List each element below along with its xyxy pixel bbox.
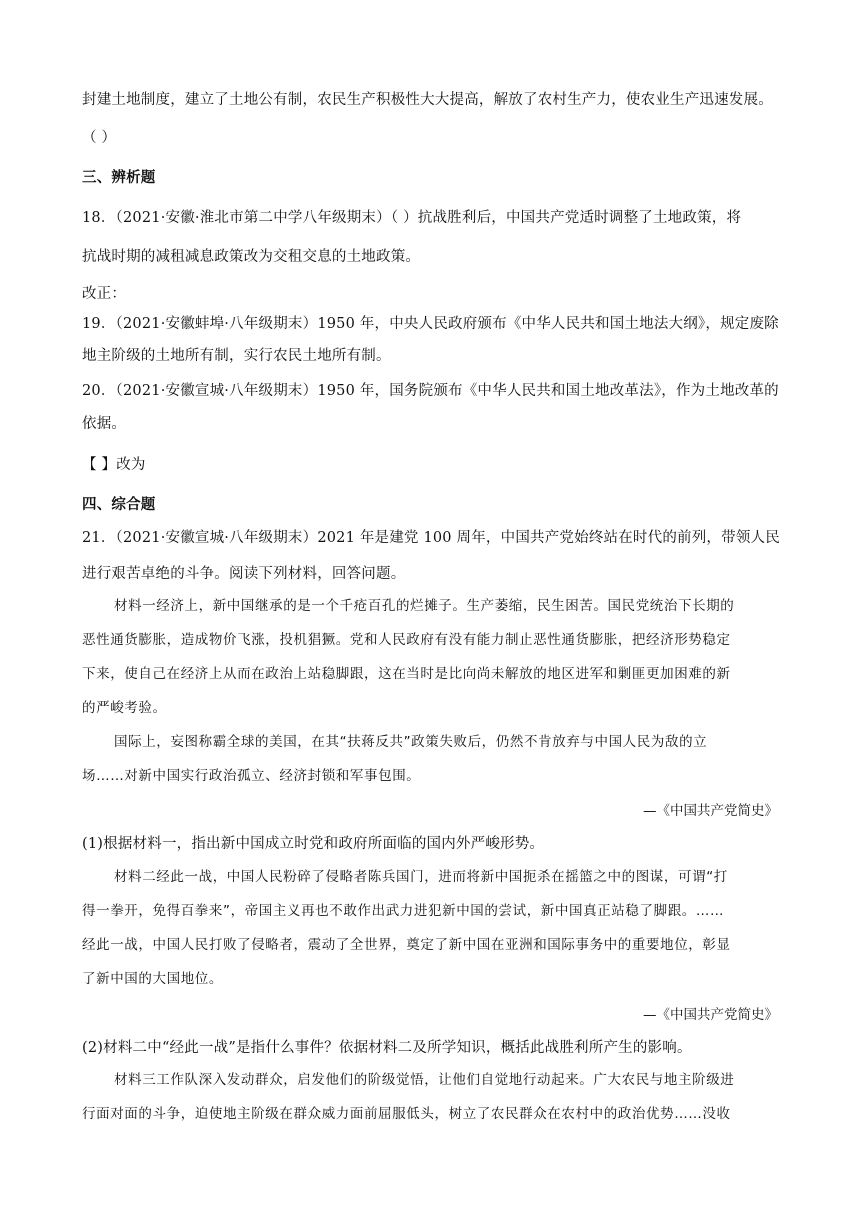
q20-text-line2: 依据。 <box>82 416 127 432</box>
material1-line2: 恶性通货膨胀，造成物价飞涨，投机猖獗。党和人民政府有没有能力制止恶性通货膨胀，把经济形势稳定 <box>82 632 731 648</box>
material2-line2: 得一拳开，免得百拳来”，帝国主义再也不敢作出武力进犯新中国的尝试，新中国真正站稳了脚跟。…… <box>82 903 725 919</box>
q18-text-line2: 抗战时期的减租减息政策改为交租交息的土地政策。 <box>82 249 421 265</box>
material3-line1: 材料三工作队深入发动群众，启发他们的阶级觉悟，让他们自觉地行动起来。广大农民与地主阶级进 <box>114 1072 735 1088</box>
section-heading-comprehensive: 四、综合题 <box>82 496 156 513</box>
q18-text-line1: 18．（2021·安徽·淮北市第二中学八年级期末）（ ）抗战胜利后，中国共产党适时调整了土地政策，将 <box>82 210 742 226</box>
q21-text-line2: 进行艰苦卓绝的斗争。阅读下列材料，回答问题。 <box>82 566 406 582</box>
material1-line4: 的严峻考验。 <box>82 700 167 716</box>
q21-text-line1: 21．（2021·安徽宣城·八年级期末）2021 年是建党 100 周年，中国共产党始终站在时代的前列，带领人民 <box>82 530 780 546</box>
material2-line3: 经此一战，中国人民打败了侵略者，震动了全世界，奠定了新中国在亚洲和国际事务中的重要地位，彰显 <box>82 937 731 953</box>
q19-text-line2: 地主阶级的土地所有制，实行农民土地所有制。 <box>82 348 391 364</box>
material2-line4: 了新中国的大国地位。 <box>82 971 223 987</box>
material3-line2: 行面对面的斗争，迫使地主阶级在群众威力面前屈服低头，树立了农民群众在农村中的政治优势……没收 <box>82 1106 731 1122</box>
q20-answer-line: 【 】改为 <box>82 457 146 473</box>
q21-question2: (2)材料二中“经此一战”是指什么事件？依据材料二及所学知识，概括此战胜利所产生的影响。 <box>82 1040 692 1056</box>
material1-line1: 材料一经济上，新中国继承的是一个千疮百孔的烂摊子。生产萎缩，民生困苦。国民党统治下长期的 <box>114 598 735 614</box>
material1-line3: 下来，使自己在经济上从而在政治上站稳脚跟，这在当时是比向尚未解放的地区进军和剿匪更加困难的新 <box>82 666 731 682</box>
material1-p2-line2: 场……对新中国实行政治孤立、经济封锁和军事包围。 <box>82 768 421 784</box>
q17-text-tail: 封建土地制度，建立了土地公有制，农民生产积极性大大提高，解放了农村生产力，使农业生产迅速发展。 <box>82 92 773 108</box>
q19-text-line1: 19．（2021·安徽蚌埠·八年级期末）1950 年，中央人民政府颁布《中华人民共和国土地法大纲》，规定废除 <box>82 316 779 332</box>
q20-text-line1: 20．（2021·安徽宣城·八年级期末）1950 年，国务院颁布《中华人民共和国土地改革法》，作为土地改革的 <box>82 383 779 399</box>
q18-correction-label: 改正： <box>82 286 127 302</box>
material2-line1: 材料二经此一战，中国人民粉碎了侵略者陈兵国门，进而将新中国扼杀在摇篮之中的图谋，可谓“打 <box>114 869 728 885</box>
q17-answer-blank: （ ） <box>82 130 117 146</box>
q21-question1: (1)根据材料一，指出新中国成立时党和政府所面临的国内外严峻形势。 <box>82 836 545 852</box>
material2-source: —《中国共产党简史》 <box>643 1007 778 1023</box>
material1-p2-line1: 国际上，妄图称霸全球的美国，在其“扶蒋反共”政策失败后，仍然不肯放弃与中国人民为敌的立 <box>114 734 708 750</box>
material1-source: —《中国共产党简史》 <box>643 803 778 819</box>
section-heading-analysis: 三、辨析题 <box>82 169 156 186</box>
